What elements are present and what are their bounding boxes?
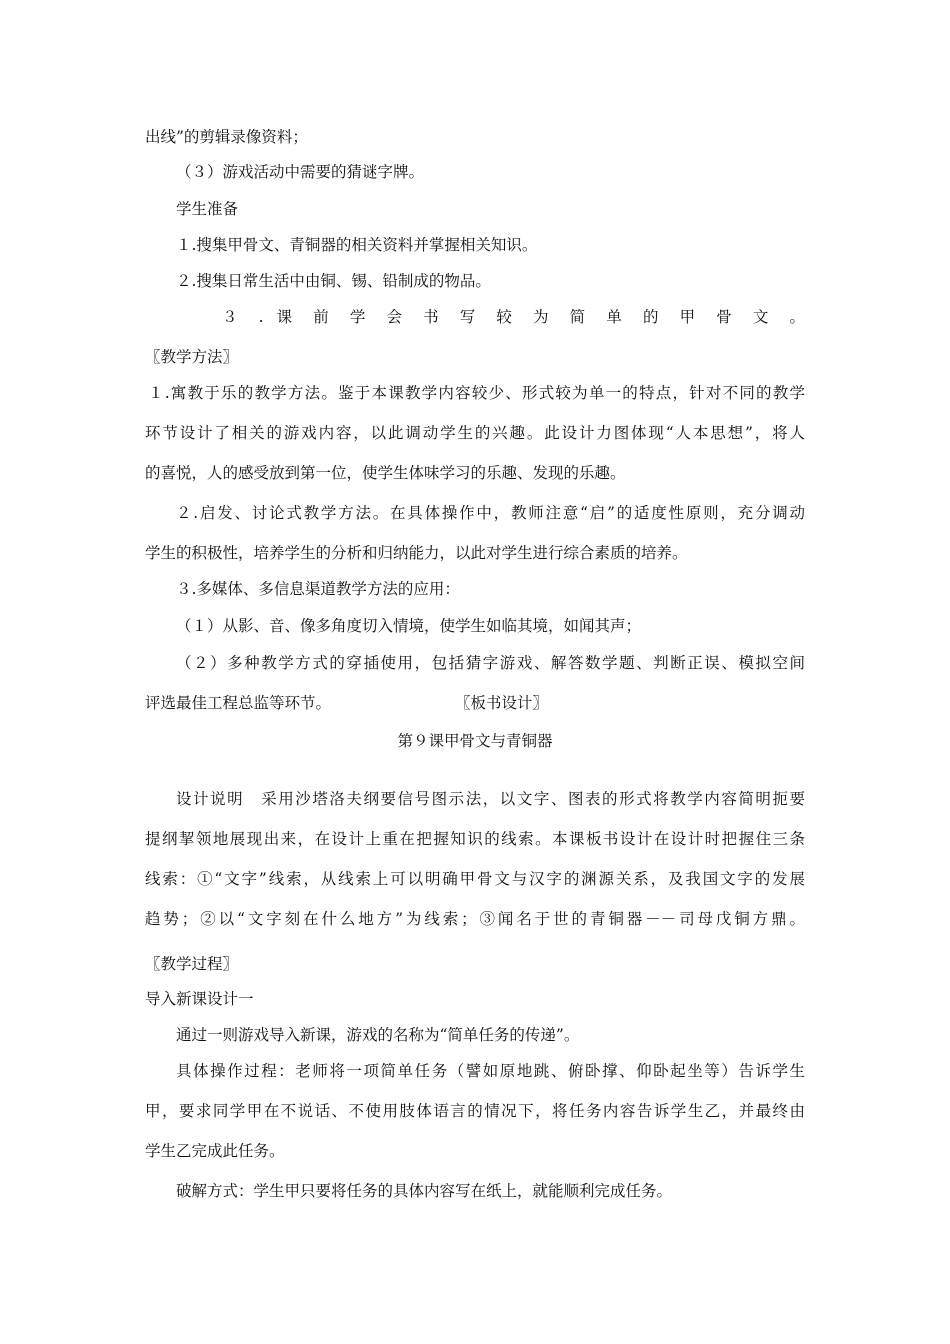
section-heading: 〖板书设计〗 bbox=[455, 694, 549, 712]
paragraph-line: 甲，要求同学甲在不说话、不使用肢体语言的情况下，将任务内容告诉学生乙，并最终由 bbox=[145, 1102, 805, 1120]
board-title: 第９课甲骨文与青铜器 bbox=[397, 732, 553, 750]
list-item: ３.多媒体、多信息渠道教学方法的应用： bbox=[176, 580, 460, 598]
paragraph-line: 破解方式：学生甲只要将任务的具体内容写在纸上，就能顺利完成任务。 bbox=[176, 1182, 673, 1200]
paragraph-line: 趋势；②以“文字刻在什么地方”为线索；③闻名于世的青铜器－－司母戊铜方鼎。 bbox=[145, 910, 805, 928]
paragraph-line: 设计说明 采用沙塔洛夫纲要信号图示法，以文字、图表的形式将教学内容简明扼要 bbox=[176, 790, 805, 808]
list-item: ２.搜集日常生活中由铜、锡、铅制成的物品。 bbox=[176, 272, 491, 290]
paragraph-line: 线索：①“文字”线索，从线索上可以明确甲骨文与汉字的渊源关系，及我国文字的发展 bbox=[145, 870, 805, 888]
list-item: （１）从影、音、像多角度切入情境，使学生如临其境，如闻其声； bbox=[176, 617, 642, 635]
section-label: 学生准备 bbox=[176, 200, 239, 218]
paragraph-line: ２.启发、讨论式教学方法。在具体操作中，教师注意“启”的适度性原则，充分调动 bbox=[176, 504, 805, 522]
paragraph-line: 提纲挈领地展现出来，在设计上重在把握知识的线索。本课板书设计在设计时把握住三条 bbox=[145, 830, 805, 848]
section-heading: 〖教学方法〗 bbox=[145, 348, 239, 366]
section-heading: 〖教学过程〗 bbox=[145, 955, 239, 973]
paragraph-line: 评选最佳工程总监等环节。 bbox=[145, 694, 332, 712]
paragraph-line: 通过一则游戏导入新课，游戏的名称为“简单任务的传递”。 bbox=[176, 1026, 580, 1044]
paragraph-line: 学生乙完成此任务。 bbox=[145, 1142, 285, 1160]
text-line: 出线”的剪辑录像资料； bbox=[145, 128, 308, 146]
paragraph-line: 学生的积极性，培养学生的分析和归纳能力，以此对学生进行综合素质的培养。 bbox=[145, 544, 688, 562]
paragraph-line: 的喜悦，人的感受放到第一位，使学生体味学习的乐趣、发现的乐趣。 bbox=[145, 464, 626, 482]
paragraph-line: 具体操作过程：老师将一项简单任务（譬如原地跳、俯卧撑、仰卧起坐等）告诉学生 bbox=[176, 1062, 805, 1080]
paragraph-line: １.寓教于乐的教学方法。鉴于本课教学内容较少、形式较为单一的特点，针对不同的教学 bbox=[148, 384, 805, 402]
list-item: ３ . 课 前 学 会 书 写 较 为 简 单 的 甲 骨 文 。 bbox=[222, 308, 805, 326]
list-item: １.搜集甲骨文、青铜器的相关资料并掌握相关知识。 bbox=[176, 236, 538, 254]
paragraph-line: 环节设计了相关的游戏内容，以此调动学生的兴趣。此设计力图体现“人本思想”，将人 bbox=[145, 424, 805, 442]
list-item: （２）多种教学方式的穿插使用，包括猜字游戏、解答数学题、判断正误、模拟空间 bbox=[176, 654, 805, 672]
text-line: （３）游戏活动中需要的猜谜字牌。 bbox=[176, 163, 425, 181]
subsection-heading: 导入新课设计一 bbox=[145, 990, 254, 1008]
